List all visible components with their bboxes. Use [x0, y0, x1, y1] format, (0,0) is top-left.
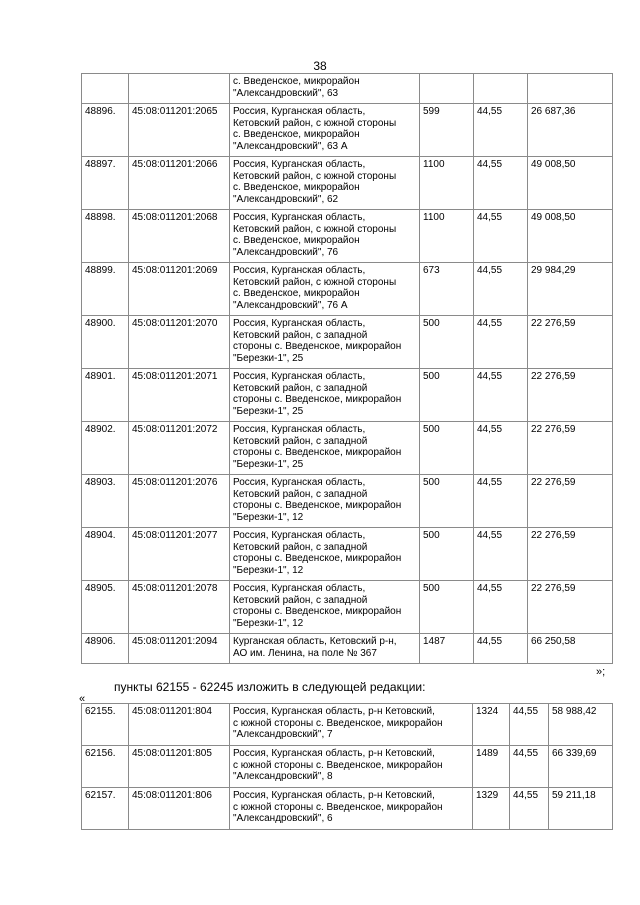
row-number: 48896. — [82, 104, 129, 157]
plot-area — [420, 74, 474, 104]
table-row — [82, 369, 613, 422]
address-line: с. Введенское, микрорайон — [233, 129, 360, 140]
cadastral-value: 22 276,59 — [528, 316, 613, 369]
unit-price: 44,55 — [474, 316, 528, 369]
address-line: Россия, Курганская область, — [233, 106, 366, 117]
table-row — [82, 746, 613, 788]
plot-area: 673 — [420, 263, 474, 316]
address-line: Кетовский район, с южной стороны — [233, 170, 397, 182]
amendment-note: пункты 62155 - 62245 изложить в следующей редакции: — [114, 680, 426, 694]
cadastral-number: 45:08:011201:2069 — [129, 263, 230, 316]
address-line: Россия, Курганская область, — [233, 583, 366, 594]
table-row — [82, 704, 613, 746]
cadastral-number: 45:08:011201:2068 — [129, 210, 230, 263]
address-line: "Александровский", 6 — [233, 813, 333, 824]
plot-address — [230, 746, 473, 788]
table-row — [82, 528, 613, 581]
address-line: Россия, Курганская область, — [233, 477, 366, 488]
address-line: Россия, Курганская область, — [233, 265, 366, 276]
plot-area: 1100 — [420, 157, 474, 210]
page-number: 38 — [313, 59, 327, 73]
address-line: стороны с. Введенское, микрорайон — [233, 500, 402, 511]
address-line: с южной стороны с. Введенское, микрорайон — [233, 759, 443, 771]
plot-area: 1324 — [473, 704, 510, 746]
row-number: 48900. — [82, 316, 129, 369]
cadastral-value: 22 276,59 — [528, 581, 613, 634]
address-line: Кетовский район, с западной — [233, 594, 368, 606]
row-number: 62156. — [82, 746, 129, 788]
address-line: Кетовский район, с западной — [233, 329, 368, 341]
row-number: 48901. — [82, 369, 129, 422]
unit-price: 44,55 — [474, 475, 528, 528]
address-line: стороны с. Введенское, микрорайон — [233, 447, 402, 458]
plot-area: 1489 — [473, 746, 510, 788]
row-number: 48904. — [82, 528, 129, 581]
cadastral-value — [528, 74, 613, 104]
opening-quote: « — [79, 693, 86, 705]
address-line: стороны с. Введенское, микрорайон — [233, 553, 402, 564]
cadastral-number: 45:08:011201:2066 — [129, 157, 230, 210]
cadastral-number — [129, 74, 230, 104]
unit-price: 44,55 — [474, 528, 528, 581]
address-line: Россия, Курганская область, — [233, 371, 366, 382]
address-line: Кетовский район, с западной — [233, 382, 368, 394]
unit-price: 44,55 — [474, 157, 528, 210]
address-line: Россия, Курганская область, — [233, 159, 366, 170]
row-number: 48899. — [82, 263, 129, 316]
unit-price: 44,55 — [510, 704, 549, 746]
table-row — [82, 263, 613, 316]
address-line: "Березки-1", 25 — [233, 405, 304, 417]
plot-address — [230, 157, 420, 210]
row-number: 48906. — [82, 634, 129, 664]
row-number: 48902. — [82, 422, 129, 475]
cadastral-number: 45:08:011201:2065 — [129, 104, 230, 157]
plot-area: 500 — [420, 581, 474, 634]
cadastral-value: 22 276,59 — [528, 475, 613, 528]
plot-address — [230, 316, 420, 369]
address-line: "Березки-1", 12 — [233, 564, 304, 576]
table-row — [82, 210, 613, 263]
cadastral-value: 49 008,50 — [528, 157, 613, 210]
address-line: с. Введенское, микрорайон — [233, 182, 360, 193]
address-line: Кетовский район, с западной — [233, 541, 368, 553]
address-line: с южной стороны с. Введенское, микрорайон — [233, 717, 443, 729]
table-row — [82, 74, 613, 104]
unit-price: 44,55 — [474, 104, 528, 157]
address-line: стороны с. Введенское, микрорайон — [233, 394, 402, 405]
unit-price: 44,55 — [474, 369, 528, 422]
row-number: 62157. — [82, 788, 129, 830]
plot-area: 500 — [420, 316, 474, 369]
unit-price: 44,55 — [510, 746, 549, 788]
row-number: 62155. — [82, 704, 129, 746]
address-line: Россия, Курганская область, — [233, 318, 366, 329]
plot-address — [230, 634, 420, 664]
plot-address — [230, 475, 420, 528]
cadastral-value: 66 339,69 — [549, 746, 613, 788]
cadastral-number: 45:08:011201:804 — [129, 704, 230, 746]
plot-address — [230, 263, 420, 316]
unit-price — [474, 74, 528, 104]
table-row — [82, 157, 613, 210]
cadastral-value: 66 250,58 — [528, 634, 613, 664]
table-row — [82, 634, 613, 664]
table-row — [82, 581, 613, 634]
address-line: Россия, Курганская область, — [233, 424, 366, 435]
row-number: 48905. — [82, 581, 129, 634]
plot-address — [230, 369, 420, 422]
cadastral-value: 22 276,59 — [528, 528, 613, 581]
cadastral-value: 22 276,59 — [528, 422, 613, 475]
address-line: Кетовский район, с южной стороны — [233, 117, 397, 129]
cadastral-value: 26 687,36 — [528, 104, 613, 157]
address-line: АО им. Ленина, на поле № 367 — [233, 647, 377, 659]
closing-quote: »; — [596, 666, 606, 678]
plot-address — [230, 74, 420, 104]
table-row — [82, 316, 613, 369]
address-line: с. Введенское, микрорайон — [233, 288, 360, 299]
plot-address — [230, 422, 420, 475]
cadastral-number: 45:08:011201:2078 — [129, 581, 230, 634]
table-row — [82, 422, 613, 475]
address-line: с. Введенское, микрорайон — [233, 235, 360, 246]
cadastral-value: 59 211,18 — [549, 788, 613, 830]
unit-price: 44,55 — [474, 210, 528, 263]
land-plots-table-1 — [81, 73, 613, 664]
address-line: Россия, Курганская область, р-н Кетовский, — [233, 790, 435, 801]
plot-area: 1100 — [420, 210, 474, 263]
cadastral-number: 45:08:011201:2076 — [129, 475, 230, 528]
table-row — [82, 788, 613, 830]
address-line: Кетовский район, с южной стороны — [233, 276, 397, 288]
cadastral-number: 45:08:011201:2094 — [129, 634, 230, 664]
plot-area: 500 — [420, 422, 474, 475]
plot-address — [230, 528, 420, 581]
address-line: Россия, Курганская область, — [233, 212, 366, 223]
cadastral-number: 45:08:011201:806 — [129, 788, 230, 830]
plot-address — [230, 104, 420, 157]
address-line: "Александровский", 62 — [233, 193, 339, 205]
address-line: "Березки-1", 12 — [233, 511, 304, 523]
row-number: 48897. — [82, 157, 129, 210]
plot-address — [230, 210, 420, 263]
cadastral-value: 22 276,59 — [528, 369, 613, 422]
address-line: "Александровский", 63 — [233, 87, 339, 99]
unit-price: 44,55 — [474, 263, 528, 316]
plot-address — [230, 788, 473, 830]
cadastral-number: 45:08:011201:2070 — [129, 316, 230, 369]
plot-area: 1329 — [473, 788, 510, 830]
land-plots-table-2 — [81, 703, 613, 830]
address-line: Россия, Курганская область, — [233, 530, 366, 541]
plot-area: 599 — [420, 104, 474, 157]
address-line: "Александровский", 76 — [233, 246, 339, 258]
cadastral-number: 45:08:011201:2077 — [129, 528, 230, 581]
address-line: Курганская область, Кетовский р-н, — [233, 636, 397, 647]
cadastral-value: 29 984,29 — [528, 263, 613, 316]
table-row — [82, 475, 613, 528]
address-line: с. Введенское, микрорайон — [233, 76, 360, 87]
row-number: 48898. — [82, 210, 129, 263]
address-line: "Березки-1", 12 — [233, 617, 304, 629]
unit-price: 44,55 — [474, 581, 528, 634]
address-line: стороны с. Введенское, микрорайон — [233, 606, 402, 617]
unit-price: 44,55 — [510, 788, 549, 830]
plot-area: 1487 — [420, 634, 474, 664]
plot-area: 500 — [420, 369, 474, 422]
cadastral-value: 49 008,50 — [528, 210, 613, 263]
address-line: с южной стороны с. Введенское, микрорайон — [233, 801, 443, 813]
plot-area: 500 — [420, 475, 474, 528]
address-line: "Александровский", 8 — [233, 771, 333, 782]
address-line: Кетовский район, с западной — [233, 435, 368, 447]
unit-price: 44,55 — [474, 422, 528, 475]
row-number: 48903. — [82, 475, 129, 528]
row-number — [82, 74, 129, 104]
address-line: "Александровский", 7 — [233, 729, 333, 740]
cadastral-number: 45:08:011201:2071 — [129, 369, 230, 422]
address-line: "Александровский", 63 А — [233, 140, 348, 152]
address-line: "Березки-1", 25 — [233, 352, 304, 364]
address-line: "Березки-1", 25 — [233, 458, 304, 470]
unit-price: 44,55 — [474, 634, 528, 664]
plot-address — [230, 581, 420, 634]
address-line: Кетовский район, с южной стороны — [233, 223, 397, 235]
address-line: Россия, Курганская область, р-н Кетовский, — [233, 706, 435, 717]
table-row — [82, 104, 613, 157]
address-line: стороны с. Введенское, микрорайон — [233, 341, 402, 352]
cadastral-number: 45:08:011201:805 — [129, 746, 230, 788]
address-line: Россия, Курганская область, р-н Кетовский, — [233, 748, 435, 759]
plot-address — [230, 704, 473, 746]
cadastral-value: 58 988,42 — [549, 704, 613, 746]
address-line: Кетовский район, с западной — [233, 488, 368, 500]
address-line: "Александровский", 76 А — [233, 299, 348, 311]
cadastral-number: 45:08:011201:2072 — [129, 422, 230, 475]
plot-area: 500 — [420, 528, 474, 581]
